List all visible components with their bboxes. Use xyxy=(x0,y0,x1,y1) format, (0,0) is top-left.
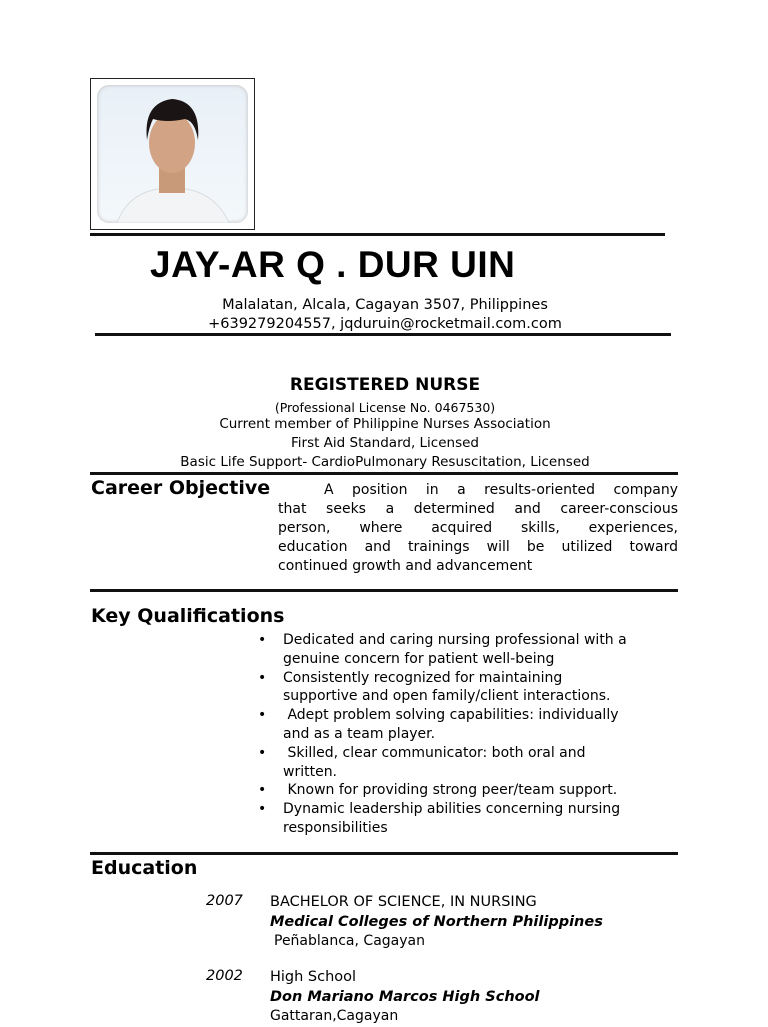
address: Malalatan, Alcala, Cagayan 3507, Philippines xyxy=(222,297,548,313)
credential-line: Basic Life Support- CardioPulmonary Resuscitation, Licensed xyxy=(180,454,590,470)
education-year: 2007 xyxy=(206,893,243,909)
qualification-item xyxy=(258,781,678,800)
objective-line: person, where acquired skills, experiences, xyxy=(278,520,678,536)
phone-email: +639279204557, jqduruin@rocketmail.com.com xyxy=(208,316,562,332)
job-title: REGISTERED NURSE xyxy=(289,375,481,395)
objective-line: A position in a results-oriented company xyxy=(324,482,678,498)
school-name: Don Mariano Marcos High School xyxy=(270,988,540,1005)
qualification-text xyxy=(283,669,610,707)
section-heading-education: Education xyxy=(91,857,198,879)
qualification-line: Adept problem solving capabilities: individually xyxy=(283,707,619,724)
qualification-item xyxy=(258,800,678,838)
qualifications-list xyxy=(258,631,678,838)
objective-line: continued growth and advancement xyxy=(278,558,533,574)
school-name: Medical Colleges of Northern Philippines xyxy=(270,913,603,930)
license-number: (Professional License No. 0467530) xyxy=(274,400,496,415)
qualification-text xyxy=(283,706,619,744)
qualification-text xyxy=(283,631,627,669)
qualification-line: Dynamic leadership abilities concerning nursing xyxy=(283,801,621,818)
bullet-icon: • xyxy=(258,782,267,799)
education-year: 2002 xyxy=(206,968,243,984)
qualification-line: Known for providing strong peer/team support. xyxy=(283,782,618,799)
objective-line: education and trainings will be utilized toward xyxy=(278,539,678,555)
profile-photo-frame xyxy=(90,78,255,230)
section-heading-key-qualifications: Key Qualifications xyxy=(91,605,285,627)
education-entry xyxy=(270,968,540,1027)
candidate-name: JAY-AR Q . DUR UIN xyxy=(150,244,516,285)
section-heading-career-objective: Career Objective xyxy=(91,477,271,499)
credential-line: First Aid Standard, Licensed xyxy=(290,435,479,451)
qualification-line: supportive and open family/client interactions. xyxy=(283,688,611,705)
objective-line: that seeks a determined and career-conscious xyxy=(278,501,678,517)
qualification-line: and as a team player. xyxy=(283,725,436,742)
school-location: Gattaran,Cagayan xyxy=(270,1008,399,1024)
qualification-line: Dedicated and caring nursing professional with a xyxy=(283,632,627,648)
qualification-line: responsibilities xyxy=(283,819,388,836)
qualification-text xyxy=(283,800,620,838)
degree: High School xyxy=(270,969,357,985)
qualification-line: Consistently recognized for maintaining xyxy=(283,669,563,686)
bullet-icon: • xyxy=(258,669,267,686)
qualification-text xyxy=(283,744,586,782)
bullet-icon: • xyxy=(258,632,267,648)
bullet-icon: • xyxy=(258,801,267,818)
career-objective-text xyxy=(278,481,678,576)
divider xyxy=(90,472,678,475)
bullet-icon: • xyxy=(258,707,267,724)
qualification-item xyxy=(258,631,678,669)
qualification-line: Skilled, clear communicator: both oral and xyxy=(283,744,586,761)
school-location: Peñablanca, Cagayan xyxy=(274,933,425,949)
divider xyxy=(95,333,671,336)
degree: BACHELOR OF SCIENCE, IN NURSING xyxy=(270,894,537,910)
qualification-line: genuine concern for patient well-being xyxy=(283,650,555,667)
divider xyxy=(90,852,678,855)
profile-photo xyxy=(97,85,248,223)
qualification-item xyxy=(258,669,678,707)
credential-line: Current member of Philippine Nurses Association xyxy=(219,416,551,432)
qualification-item xyxy=(258,706,678,744)
qualification-line: written. xyxy=(283,763,338,780)
qualification-text xyxy=(283,781,617,800)
qualification-item xyxy=(258,744,678,782)
education-entry xyxy=(270,893,603,952)
divider xyxy=(90,589,678,592)
divider xyxy=(90,233,665,236)
bullet-icon: • xyxy=(258,744,267,761)
